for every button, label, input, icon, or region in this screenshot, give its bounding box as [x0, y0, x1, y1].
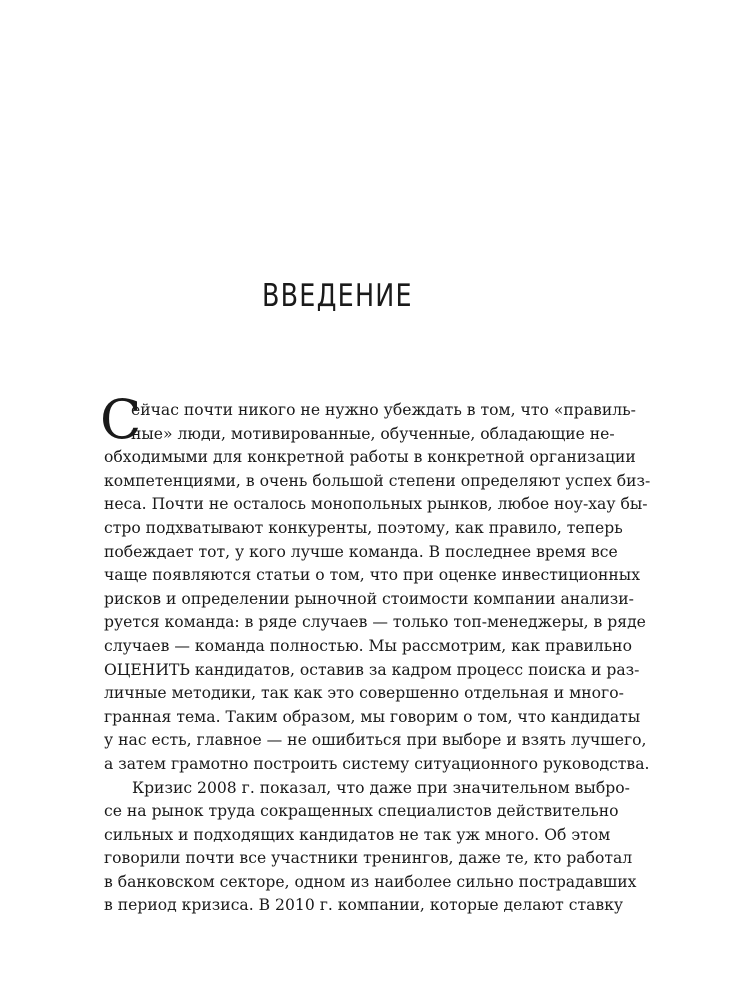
text-line: ОЦЕНИТЬ кандидатов, оставив за кадром процесс поиска и раз- — [104, 660, 640, 679]
text-line: а затем грамотно построить систему ситуационного руководства. — [104, 754, 650, 773]
body-text — [100, 388, 651, 999]
text-line: чаще появляются статьи о том, что при оценке инвестиционных — [104, 566, 641, 585]
text-line: побеждает тот, у кого лучше команда. В последнее время все — [104, 542, 618, 561]
text-line: стро подхватывают конкуренты, поэтому, как правило, теперь — [104, 518, 623, 537]
text-line: рисков и определении рыночной стоимости компании анализи- — [104, 589, 634, 608]
drop-cap: С — [100, 388, 142, 451]
text-line: у нас есть, главное — не ошибиться при выборе и взять лучшего, — [104, 731, 647, 750]
text-line: в период кризиса. В 2010 г. компании, которые делают ставку — [104, 896, 624, 915]
text-line: гранная тема. Таким образом, мы говорим о том, что кандидаты — [104, 707, 641, 726]
text-line: говорили почти все участники тренингов, даже те, кто работал — [104, 849, 633, 868]
text-line: случаев — команда полностью. Мы рассмотрим, как правильно — [104, 636, 632, 655]
text-line: Кризис 2008 г. показал, что даже при значительном выбро- — [132, 778, 630, 797]
chapter-title: ВВЕДЕНИЕ — [261, 278, 413, 314]
text-line: сильных и подходящих кандидатов не так уж много. Об этом — [104, 825, 611, 844]
text-line: неса. Почти не осталось монопольных рынков, любое ноу-хау бы- — [104, 495, 648, 514]
text-line: личные методики, так как это совершенно отдельная и много- — [104, 684, 624, 703]
text-line: обходимыми для конкретной работы в конкретной организации — [104, 448, 636, 467]
text-line: се на рынок труда сокращенных специалистов действительно — [104, 802, 619, 821]
text-line: компетенциями, в очень большой степени определяют успех биз- — [104, 471, 651, 490]
text-line: ные» люди, мотивированные, обученные, обладающие не- — [131, 424, 615, 443]
text-line: в банковском секторе, одном из наиболее сильно пострадавших — [104, 872, 637, 891]
text-line: ейчас почти никого не нужно убеждать в том, что «правиль- — [131, 401, 636, 419]
text-line: руется команда: в ряде случаев — только топ-менеджеры, в ряде — [104, 613, 646, 632]
